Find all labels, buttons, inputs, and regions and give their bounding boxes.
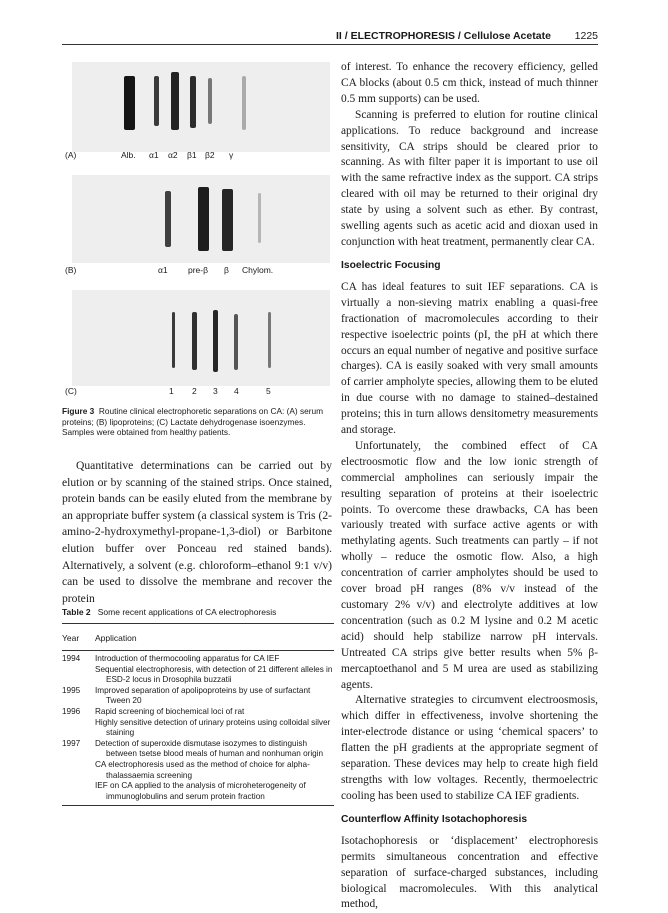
lane-label: Chylom.	[242, 265, 274, 275]
table-entry: Rapid screening of biochemical loci of rat	[95, 706, 245, 716]
lane-label: 2	[192, 386, 197, 396]
band-alpha1	[165, 191, 171, 247]
lane-label: α2	[168, 150, 178, 160]
band-ldh-3	[213, 310, 218, 372]
gel-panel-c	[72, 290, 330, 386]
figure-label: Figure 3	[62, 406, 95, 416]
lane-label: β	[224, 265, 229, 275]
band-albumin	[124, 76, 135, 130]
lane-label: γ	[229, 150, 234, 160]
section-heading-isoelectric-focusing: Isoelectric Focusing	[341, 259, 441, 271]
lane-label: α1	[158, 265, 168, 275]
table-entry: CA electrophoresis used as the method of choice for alpha-thalassaemia screening	[95, 759, 310, 780]
paragraph: CA has ideal features to suit IEF separations. CA is virtually a non-sieving matrix enabling a quasi-free fractionation of macromolecules according to their respective isoelectric points (pI, the pH at which there occurs an equal number of negative and positive surface charges). CA is easily soaked with very small amounts of carrier ampholyte species, allowing them to be eluted in due course with no damage to stained–destained proteins; this in turn allows densitometry measurements and storage.	[341, 280, 598, 437]
paragraph: Alternative strategies to circumvent electroosmosis, which differ in effectiveness, involve shortening the inter-electrode distance or using ‘chemical spacers’ to flatten the pH gradients at the appropriate segment of separation. These devices may help to create high field strengths with low voltages. Recently, thermoelectric cooling has been used to stabilize CA IEF gradients.	[341, 694, 598, 802]
table-caption-text: Some recent applications of CA electrophoresis	[97, 607, 277, 617]
table-year: 1997	[62, 738, 81, 748]
paragraph: Quantitative determinations can be carried out by elution or by scanning of the stained strips. Once stained, protein bands can be easily eluted from the membrane by an appropriate buffer system (a classical system is Tris (2-amino-2-hydroxymethyl-propane-1,3-diol) or Barbitone elution buffer over Ponceau red stained bands). Alternatively, a solvent (e.g. chloroform–ethanol 9:1 v/v) can be used to dissolve the membrane and recover the protein	[62, 459, 332, 605]
running-header	[336, 30, 598, 42]
band-alpha1	[154, 76, 159, 126]
table-entry: IEF on CA applied to the analysis of microheterogeneity of immunoglobulins and serum protein fraction	[95, 781, 306, 801]
table-year: 1995	[62, 685, 81, 695]
gel-panel-b	[72, 175, 330, 263]
table-row	[62, 654, 334, 686]
left-body-text	[62, 458, 332, 607]
table-top-rule	[62, 623, 334, 624]
lane-label: α1	[149, 150, 159, 160]
table-entry: Introduction of thermocooling apparatus for CA IEF	[95, 654, 280, 663]
page-number: 1225	[574, 30, 598, 42]
band-ldh-1	[172, 312, 175, 368]
lane-label: 3	[213, 386, 218, 396]
band-gamma	[242, 76, 246, 130]
band-beta2	[208, 78, 212, 124]
paragraph: Isotachophoresis or ‘displacement’ electrophoresis permits simultaneous concentration and effective separation of surface-charged substances, including biological macromolecules. With this analytical method,	[341, 834, 598, 911]
column-header-application: Application	[95, 633, 137, 643]
table-entry: Improved separation of apolipoproteins by use of surfactant Tween 20	[95, 685, 311, 706]
lane-label: Alb.	[121, 150, 136, 160]
paragraph: Unfortunately, the combined effect of CA electroosmotic flow and the low ionic strength of commercial ampholines can seriously impair the resulting separation of proteins at their isoelectric points. To overcome these drawbacks, CA has been variously treated with surface active agents or with methylating agents. Such treatments can partly – if not wholly – reduce the osmotic flow. Also, a high concentration of carrier ampholytes should be used to cover broad pH ranges (8% v/v instead of the customary 2% v/v) and electrolyte additives at low concentration (such as 0.2 M lysine and 0.2 M acetic acid) should help stabilize narrow pH intervals. Untreated CA strips give better results when 5% β-mercaptoethanol and 5 M urea are used as stabilizing agents.	[341, 439, 598, 691]
table-row	[62, 739, 334, 803]
paragraph: Scanning is preferred to elution for routine clinical applications. To reduce background and increase sensitivity, CA strips should be cleared prior to scanning. As with filter paper it is important to use oil with the same refractive index as the support. CA strips cleared with oil may be returned to their original dry state by using a solvent such as ether. By contrast, swelling agents such as acetic acid and dioxan used in conjunction with heat treatment, permanently clear CA.	[341, 108, 598, 248]
table-year: 1996	[62, 706, 81, 716]
paragraph: of interest. To enhance the recovery efficiency, gelled CA blocks (about 0.5 cm thick, instead of much thinner 0.5 mm supports) can be used.	[341, 61, 598, 105]
lane-label: 1	[169, 386, 174, 396]
table-caption	[62, 607, 334, 617]
right-column	[341, 60, 598, 913]
table-body	[62, 654, 334, 806]
band-chylomicron	[258, 193, 261, 243]
lane-label: β1	[187, 150, 197, 160]
band-pre-beta	[198, 187, 209, 251]
panel-label-b: (B)	[65, 265, 77, 275]
table-label: Table 2	[62, 607, 91, 617]
table-entry: Detection of superoxide dismutase isozymes to distinguish between tsetse blood meals of human and nonhuman origin	[95, 738, 324, 759]
table-year: 1994	[62, 654, 81, 663]
column-header-year: Year	[62, 633, 80, 643]
band-ldh-4	[234, 314, 238, 370]
lane-label: 5	[266, 386, 271, 396]
band-beta	[222, 189, 233, 251]
band-ldh-2	[192, 312, 197, 370]
lane-label: 4	[234, 386, 239, 396]
gel-panel-a	[72, 62, 330, 152]
lane-label: pre-β	[188, 265, 209, 275]
table-header-rule	[62, 650, 334, 651]
figure-caption	[62, 406, 334, 438]
table-row	[62, 707, 334, 739]
band-ldh-5	[268, 312, 271, 368]
panel-label-c: (C)	[65, 386, 77, 396]
panel-label-a: (A)	[65, 150, 77, 160]
lane-label: β2	[205, 150, 215, 160]
table-row	[62, 686, 334, 707]
band-beta1	[190, 76, 196, 128]
band-alpha2	[171, 72, 179, 130]
running-title: II / ELECTROPHORESIS / Cellulose Acetate	[336, 30, 551, 42]
table-entry: Highly sensitive detection of urinary proteins using colloidal silver staining	[95, 717, 331, 738]
table-entry: Sequential electrophoresis, with detection of 21 different alleles in ESD-2 locus in Drosophila buzzatii	[95, 664, 333, 685]
header-rule	[62, 44, 598, 45]
section-heading-counterflow-isotachophoresis: Counterflow Affinity Isotachophoresis	[341, 813, 528, 825]
figure-caption-text: Routine clinical electrophoretic separations on CA: (A) serum proteins; (B) lipoproteins; (C) Lactate dehydrogenase isoenzymes. Samples were obtained from healthy patients.	[62, 406, 324, 437]
table-bottom-rule	[62, 802, 334, 806]
